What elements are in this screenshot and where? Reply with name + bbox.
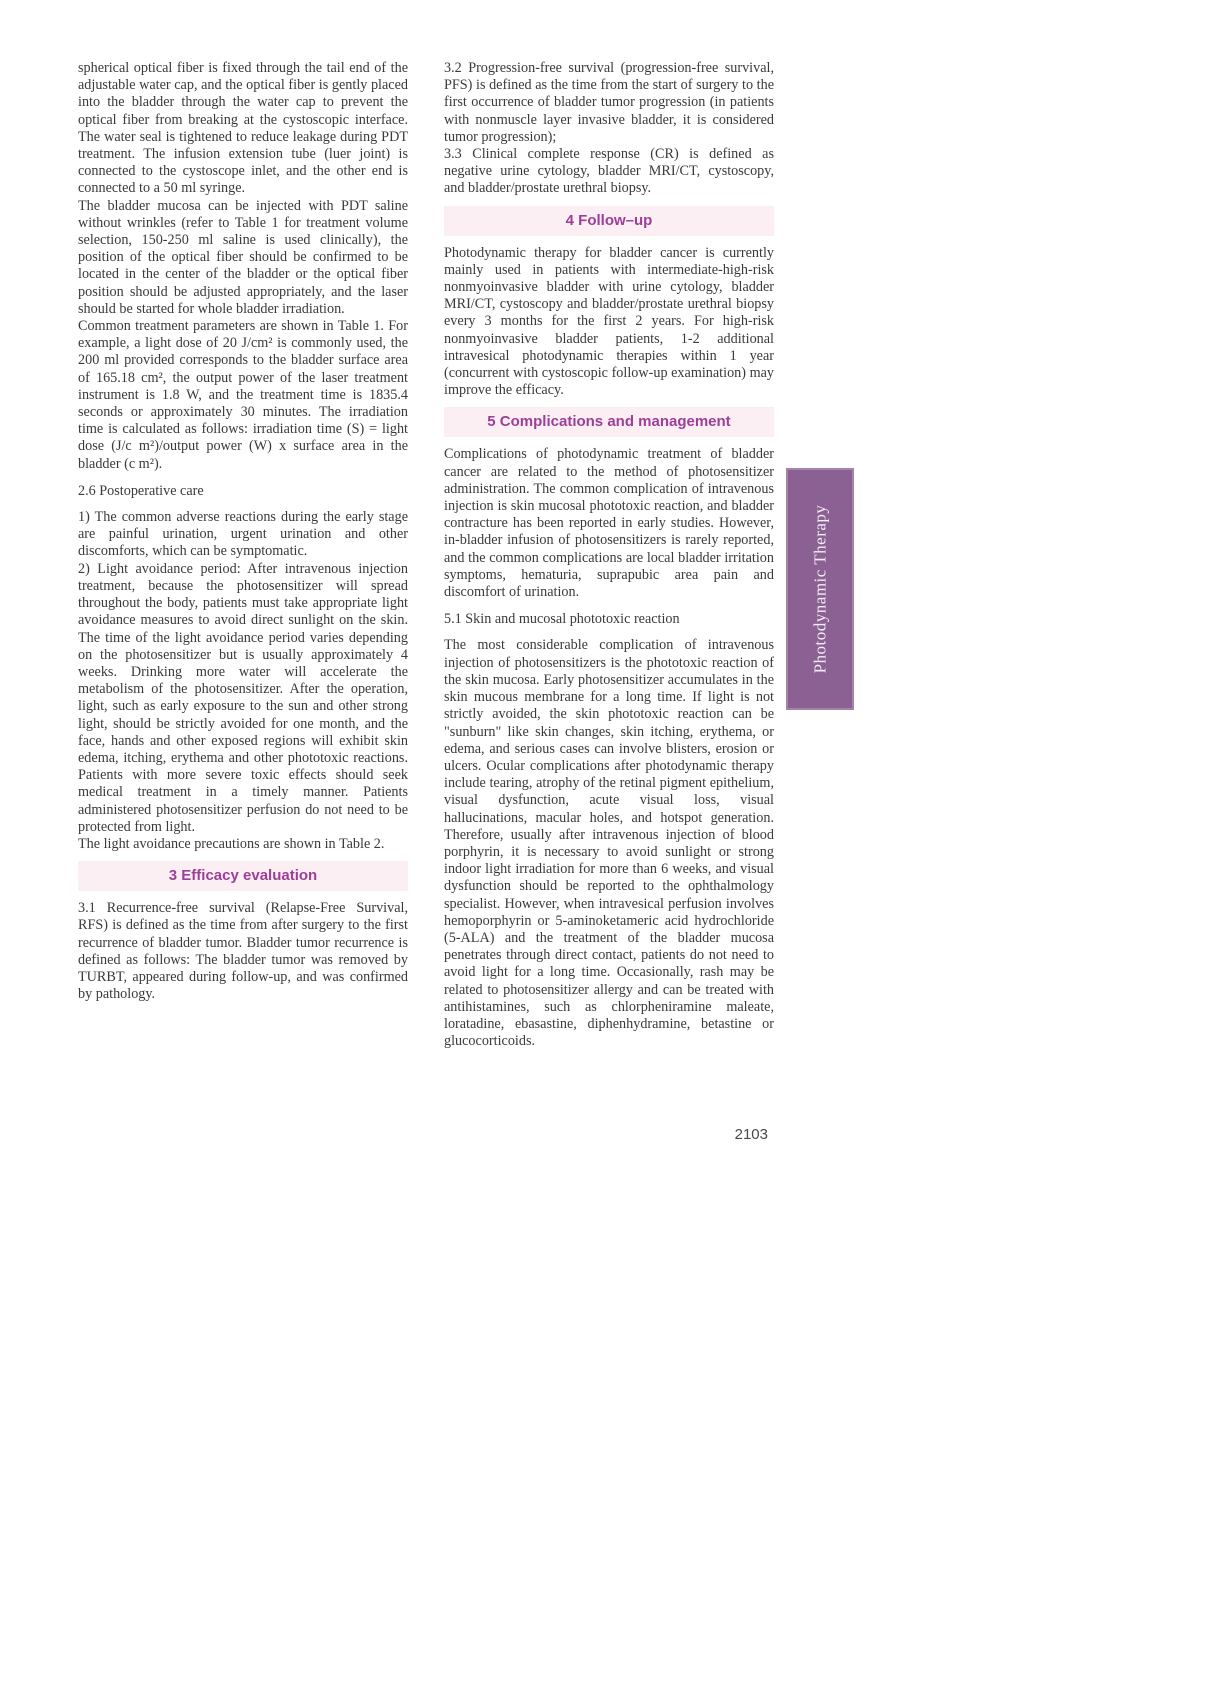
body-paragraph: 3.1 Recurrence-free survival (Relapse-Free Survival, RFS) is defined as the time from after surgery to the first recurrence of bladder tumor. Bladder tumor recurrence is defined as follows: The bladder tumor was removed by TURBT, appeared during follow-up, and was confirmed by pathology.	[78, 900, 408, 1003]
body-paragraph: Photodynamic therapy for bladder cancer is currently mainly used in patients with intermediate-high-risk nonmyoinvasive bladder with urine cytology, bladder MRI/CT, cystoscopy and bladder/prostate urethral biopsy every 3 months for the first 2 years. For high-risk nonmyoinvasive bladder patients, 1-2 additional intravesical photodynamic therapies within 1 year (concurrent with cystoscopic follow-up examination) may improve the efficacy.	[444, 244, 774, 399]
body-paragraph: 1) The common adverse reactions during the early stage are painful urination, urgent urination and other discomforts, which can be symptomatic.	[78, 509, 408, 560]
side-tab-label: Photodynamic Therapy	[810, 504, 830, 674]
right-column	[444, 60, 774, 1050]
body-paragraph: 2) Light avoidance period: After intravenous injection treatment, because the photosensitizer will spread throughout the body, patients must take appropriate light avoidance measures to avoid direct sunlight on the skin. The time of the light avoidance period varies depending on the photosensitizer but is usually approximately 4 weeks. Drinking more water will accelerate the metabolism of the photosensitizer. After the operation, light, such as early exposure to the sun and other strong light, should be strictly avoided for one month, and the face, hands and other exposed regions will exhibit skin edema, itching, erythema and other phototoxic reactions. Patients with more severe toxic effects should seek medical treatment in a timely manner. Patients administered photosensitizer perfusion do not need to be protected from light.	[78, 560, 408, 835]
section-heading-efficacy-evaluation: 3 Efficacy evaluation	[78, 861, 408, 891]
body-paragraph: The most considerable complication of intravenous injection of photosensitizers is the phototoxic reaction of the skin mucosa. Early photosensitizer accumulates in the skin mucous membrane for a long time. If light is not strictly avoided, the skin phototoxic reaction can be "sunburn" like skin changes, skin itching, erythema, or edema, and serious cases can involve blisters, erosion or ulcers. Ocular complications after photodynamic therapy include tearing, atrophy of the retinal pigment epithelium, visual dysfunction, acute visual loss, visual hallucinations, macular holes, and hotspot generation. Therefore, usually after intravenous injection of blood porphyrin, it is necessary to avoid sunlight or strong indoor light irradiation for more than 6 weeks, and visual dysfunction should be reported to the ophthalmology specialist. However, when intravesical perfusion involves hemoporphyrin or 5-aminoketameric acid hydrochloride (5-ALA) and the treatment of the bladder mucosa penetrates through direct contact, patients do not need to avoid light for a long time. Occasionally, rash may be related to photosensitizer allergy and can be treated with antihistamines, such as chlorpheniramine maleate, loratadine, ebasastine, diphenhydramine, betastine or glucocorticoids.	[444, 637, 774, 1050]
body-paragraph: Complications of photodynamic treatment of bladder cancer are related to the method of photosensitizer administration. The common complication of intravenous injection is skin mucosal phototoxic reaction, and bladder contracture has been reported in early studies. However, in-bladder infusion of photosensitizers is rarely reported, and the common complications are local bladder irritation symptoms, hematuria, suprapubic area pain and discomfort of urination.	[444, 446, 774, 601]
two-column-body	[78, 60, 774, 1050]
body-paragraph: 3.2 Progression-free survival (progression-free survival, PFS) is defined as the time from the start of surgery to the first occurrence of bladder tumor progression (in patients with nonmuscle layer invasive bladder, it is considered tumor progression);	[444, 60, 774, 145]
section-heading-complications: 5 Complications and management	[444, 407, 774, 437]
subsection-heading-postoperative-care: 2.6 Postoperative care	[78, 482, 204, 499]
body-paragraph: 3.3 Clinical complete response (CR) is defined as negative urine cytology, bladder MRI/CT, cystoscopy, and bladder/prostate urethral biopsy.	[444, 146, 774, 197]
body-paragraph: The light avoidance precautions are shown in Table 2.	[78, 835, 385, 852]
body-paragraph: spherical optical fiber is fixed through the tail end of the adjustable water cap, and the optical fiber is gently placed into the bladder through the water cap to prevent the optical fiber from breaking at the cystoscopic interface. The water seal is tightened to reduce leakage during PDT treatment. The infusion extension tube (luer joint) is connected to the cystoscope inlet, and the other end is connected to a 50 ml syringe.	[78, 60, 408, 197]
body-paragraph: Common treatment parameters are shown in Table 1. For example, a light dose of 20 J/cm² is commonly used, the 200 ml provided corresponds to the bladder surface area of 165.18 cm², the output power of the laser treatment instrument is 1.8 W, and the treatment time is 1835.4 seconds or approximately 30 minutes. The irradiation time is calculated as follows: irradiation time (S) = light dose (J/c m²)/output power (W) x surface area in the bladder (c m²).	[78, 318, 408, 472]
page-number: 2103	[734, 1126, 768, 1143]
side-tab-photodynamic-therapy	[786, 468, 854, 710]
subsection-heading-phototoxic-reaction: 5.1 Skin and mucosal phototoxic reaction	[444, 611, 680, 628]
body-paragraph: The bladder mucosa can be injected with PDT saline without wrinkles (refer to Table 1 for treatment volume selection, 150-250 ml saline is used clinically), the position of the optical fiber should be confirmed to be located in the center of the bladder or the optical fiber position should be adjusted appropriately, and the laser should be started for whole bladder irradiation.	[78, 197, 408, 317]
section-heading-follow-up: 4 Follow–up	[444, 206, 774, 236]
left-column	[78, 60, 408, 1050]
